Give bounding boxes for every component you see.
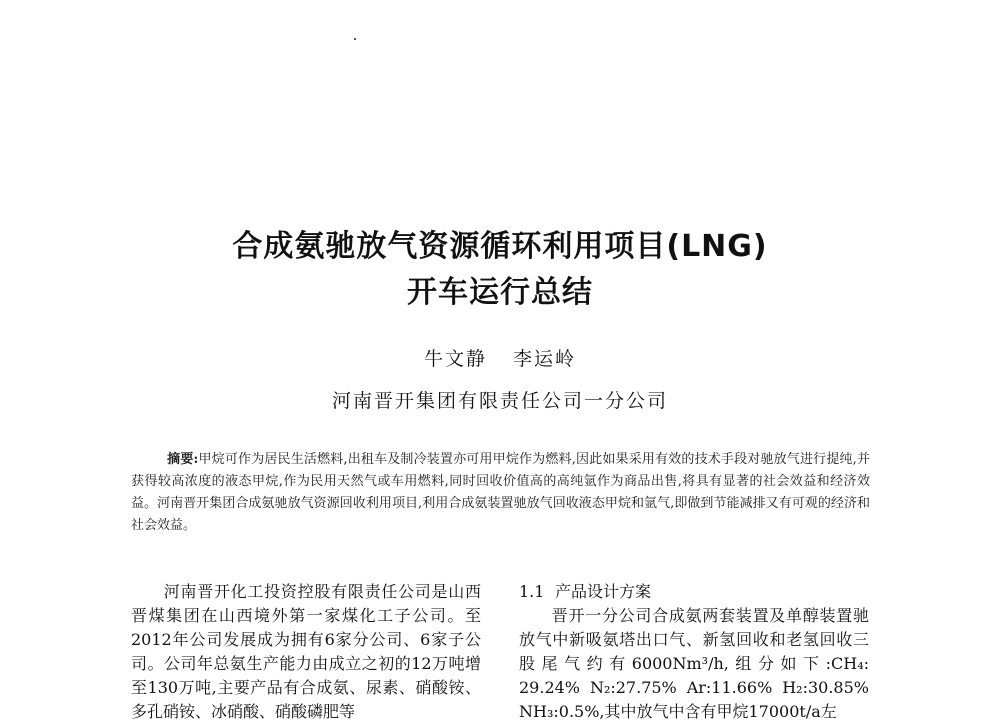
intro-paragraph: 河南晋开化工投资控股有限责任公司是山西晋煤集团在山西境外第一家煤化工子公司。至2012年公司发展成为拥有6家分公司、6家子公司。公司年总氨生产能力由成立之初的12万吨增至130万吨,主要产品有合成氨、尿素、硝酸铵、多孔硝铵、冰硝酸、硝酸磷肥等 xyxy=(131,582,481,721)
paper-title-line-2: 开车运行总结 xyxy=(407,275,593,310)
abstract xyxy=(131,449,870,537)
section-heading xyxy=(519,580,869,604)
author-affiliation: 河南晋开集团有限责任公司一分公司 xyxy=(331,390,668,412)
section-title: 产品设计方案 xyxy=(555,582,652,601)
author-name: 牛文静 xyxy=(423,348,487,370)
author-name: 李运岭 xyxy=(513,348,577,370)
body-left-column xyxy=(131,580,481,724)
abstract-text: 甲烷可作为居民生活燃料,出租车及制冷装置亦可用甲烷作为燃料,因此如果采用有效的技术手段对驰放气进行提纯,并获得较高浓度的液态甲烷,作为民用天然气或车用燃料,同时回收价值高的高纯氩作为商品出售,将具有显著的社会效益和经济效益。河南晋开集团合成氨驰放气资源回收利用项目,利用合成氨装置驰放气回收液态甲烷和氩气,即做到节能减排又有可观的经济和社会效益。 xyxy=(131,452,870,533)
section-number: 1.1 xyxy=(519,582,545,601)
scan-speck xyxy=(354,38,356,40)
body-right-column xyxy=(519,580,869,724)
author-list xyxy=(0,344,1000,371)
paper-title-line-1: 合成氨驰放气资源循环利用项目(LNG) xyxy=(232,229,768,264)
design-paragraph: 晋开一分公司合成氨两套装置及单醇装置驰放气中新吸氨塔出口气、新氢回收和老氢回收三股尾气约有6000Nm³/h,组分如下:CH₄: 29.24% N₂:27.75% Ar:11.66% H₂:30.85% NH₃:0.5%,其中放气中含有甲烷17000t/a左 xyxy=(519,606,869,721)
abstract-label: 摘要: xyxy=(167,452,199,467)
